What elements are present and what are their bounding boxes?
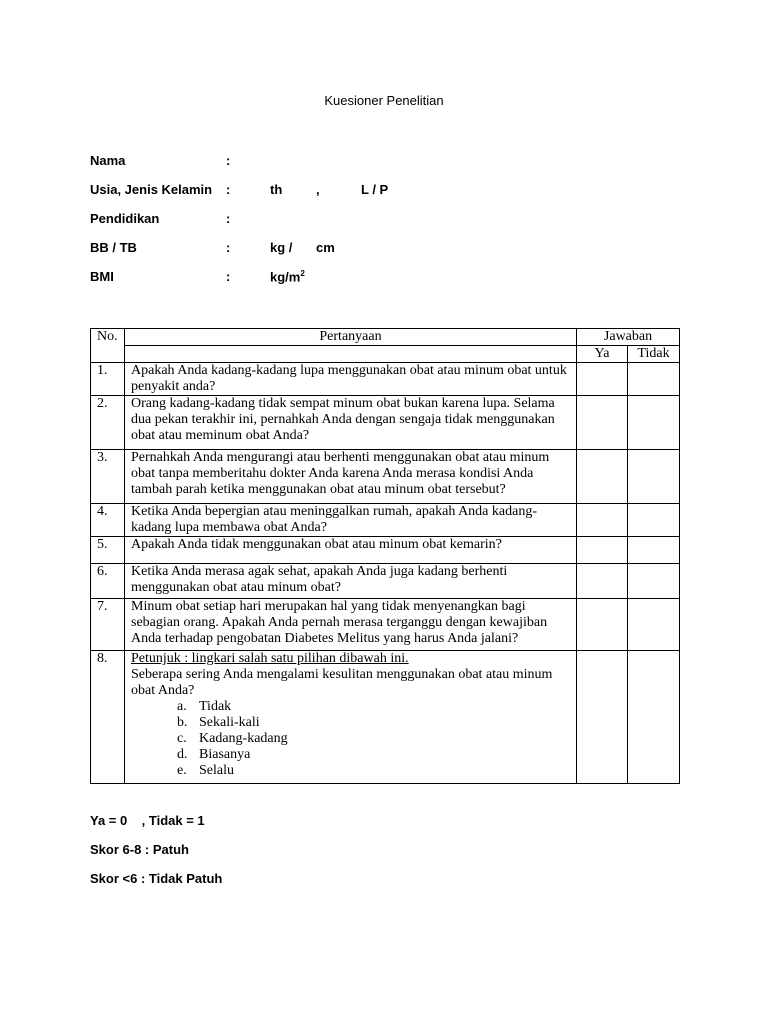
answer-yes-cell[interactable] <box>577 564 628 599</box>
table-row <box>91 504 680 537</box>
question-text: Pernahkah Anda mengurangi atau berhenti menggunakan obat atau minum obat tanpa memberitahu dokter Anda karena Anda merasa kondisi Anda tambah parah ketika menggunakan obat atau minum obat tersebut? <box>125 450 577 504</box>
answer-yes-cell[interactable] <box>577 396 628 450</box>
table-row <box>91 651 680 784</box>
answer-no-cell[interactable] <box>628 363 680 396</box>
answer-yes-cell[interactable] <box>577 450 628 504</box>
field-separator: , <box>316 182 320 197</box>
question-number: 1. <box>91 363 125 396</box>
option-item[interactable] <box>177 699 576 715</box>
field-nama <box>90 153 690 171</box>
height-unit: cm <box>316 240 335 255</box>
option-item[interactable] <box>177 731 576 747</box>
table-row <box>91 363 680 396</box>
page-title: Kuesioner Penelitian <box>324 93 444 108</box>
option-item[interactable] <box>177 763 576 779</box>
table-row <box>91 450 680 504</box>
answer-no-cell[interactable] <box>628 564 680 599</box>
question-text: Ketika Anda bepergian atau meninggalkan rumah, apakah Anda kadang-kadang lupa membawa obat Anda? <box>125 504 577 537</box>
question-body: Seberapa sering Anda mengalami kesulitan menggunakan obat atau minum obat Anda? <box>131 667 553 698</box>
question-text <box>125 651 577 784</box>
answer-no-cell[interactable] <box>628 450 680 504</box>
question-text: Apakah Anda tidak menggunakan obat atau minum obat kemarin? <box>125 537 577 564</box>
option-letter: c. <box>177 731 187 746</box>
header-no: No. <box>91 329 125 363</box>
question-number: 8. <box>91 651 125 784</box>
option-text: Kadang-kadang <box>199 731 288 746</box>
field-label: BMI <box>90 269 114 284</box>
table-subheader-row <box>91 346 680 363</box>
header-yes: Ya <box>577 346 628 363</box>
question-number: 7. <box>91 599 125 651</box>
answer-yes-cell[interactable] <box>577 599 628 651</box>
field-colon: : <box>226 269 231 284</box>
question-number: 6. <box>91 564 125 599</box>
option-letter: d. <box>177 747 188 762</box>
field-label: BB / TB <box>90 240 137 255</box>
bmi-unit: $kg/m^2$ <box>270 269 305 285</box>
table-row <box>91 396 680 450</box>
field-label: Nama <box>90 153 126 168</box>
option-list <box>131 699 576 779</box>
question-number: 2. <box>91 396 125 450</box>
gender-options: L / P <box>361 182 389 197</box>
question-text: Minum obat setiap hari merupakan hal yang tidak menyenangkan bagi sebagian orang. Apakah Anda pernah merasa terganggu dengan kewajiban Anda terhadap pengobatan Diabetes Melitus yang harus Anda jalani? <box>125 599 577 651</box>
age-unit: th <box>270 182 283 197</box>
question-text: Ketika Anda merasa agak sehat, apakah Anda juga kadang berhenti menggunakan obat atau minum obat? <box>125 564 577 599</box>
question-number: 3. <box>91 450 125 504</box>
answer-yes-cell[interactable] <box>577 537 628 564</box>
question-number: 5. <box>91 537 125 564</box>
header-question-blank <box>125 346 577 363</box>
field-label: Pendidikan <box>90 211 160 226</box>
header-answer: Jawaban <box>577 329 680 346</box>
weight-unit: kg / <box>270 240 293 255</box>
option-letter: a. <box>177 699 187 714</box>
option-text: Sekali-kali <box>199 715 260 730</box>
question-text: Orang kadang-kadang tidak sempat minum obat bukan karena lupa. Selama dua pekan terakhir ini, pernahkah Anda dengan sengaja tidak menggunakan obat atau meminum obat Anda? <box>125 396 577 450</box>
instruction-text: Petunjuk : lingkari salah satu pilihan dibawah ini. <box>131 651 409 666</box>
field-label: Usia, Jenis Kelamin <box>90 182 213 197</box>
option-letter: b. <box>177 715 188 730</box>
question-number: 4. <box>91 504 125 537</box>
table-row <box>91 537 680 564</box>
field-pendidikan <box>90 211 690 229</box>
field-bb-tb <box>90 240 690 258</box>
scoring-note: Ya = 0 , Tidak = 1 <box>90 813 205 828</box>
field-colon: : <box>226 182 231 197</box>
answer-yes-cell[interactable] <box>577 651 628 784</box>
header-no-answer: Tidak <box>628 346 680 363</box>
option-text: Biasanya <box>199 747 251 762</box>
field-colon: : <box>226 211 231 226</box>
table-row <box>91 564 680 599</box>
answer-no-cell[interactable] <box>628 537 680 564</box>
answer-no-cell[interactable] <box>628 504 680 537</box>
table-row <box>91 599 680 651</box>
question-text: Apakah Anda kadang-kadang lupa menggunakan obat atau minum obat untuk penyakit anda? <box>125 363 577 396</box>
answer-no-cell[interactable] <box>628 396 680 450</box>
header-question: Pertanyaan <box>125 329 577 346</box>
option-letter: e. <box>177 763 187 778</box>
option-text: Selalu <box>199 763 234 778</box>
field-colon: : <box>226 153 231 168</box>
field-colon: : <box>226 240 231 255</box>
option-item[interactable] <box>177 715 576 731</box>
score-patuh: Skor 6-8 : Patuh <box>90 842 189 857</box>
answer-no-cell[interactable] <box>628 599 680 651</box>
field-usia-jenis-kelamin <box>90 182 690 200</box>
questionnaire-table <box>90 328 680 784</box>
answer-no-cell[interactable] <box>628 651 680 784</box>
table-header-row <box>91 329 680 346</box>
answer-yes-cell[interactable] <box>577 363 628 396</box>
field-bmi <box>90 269 690 287</box>
answer-yes-cell[interactable] <box>577 504 628 537</box>
option-text: Tidak <box>199 699 232 714</box>
score-tidak-patuh: Skor <6 : Tidak Patuh <box>90 871 223 886</box>
option-item[interactable] <box>177 747 576 763</box>
